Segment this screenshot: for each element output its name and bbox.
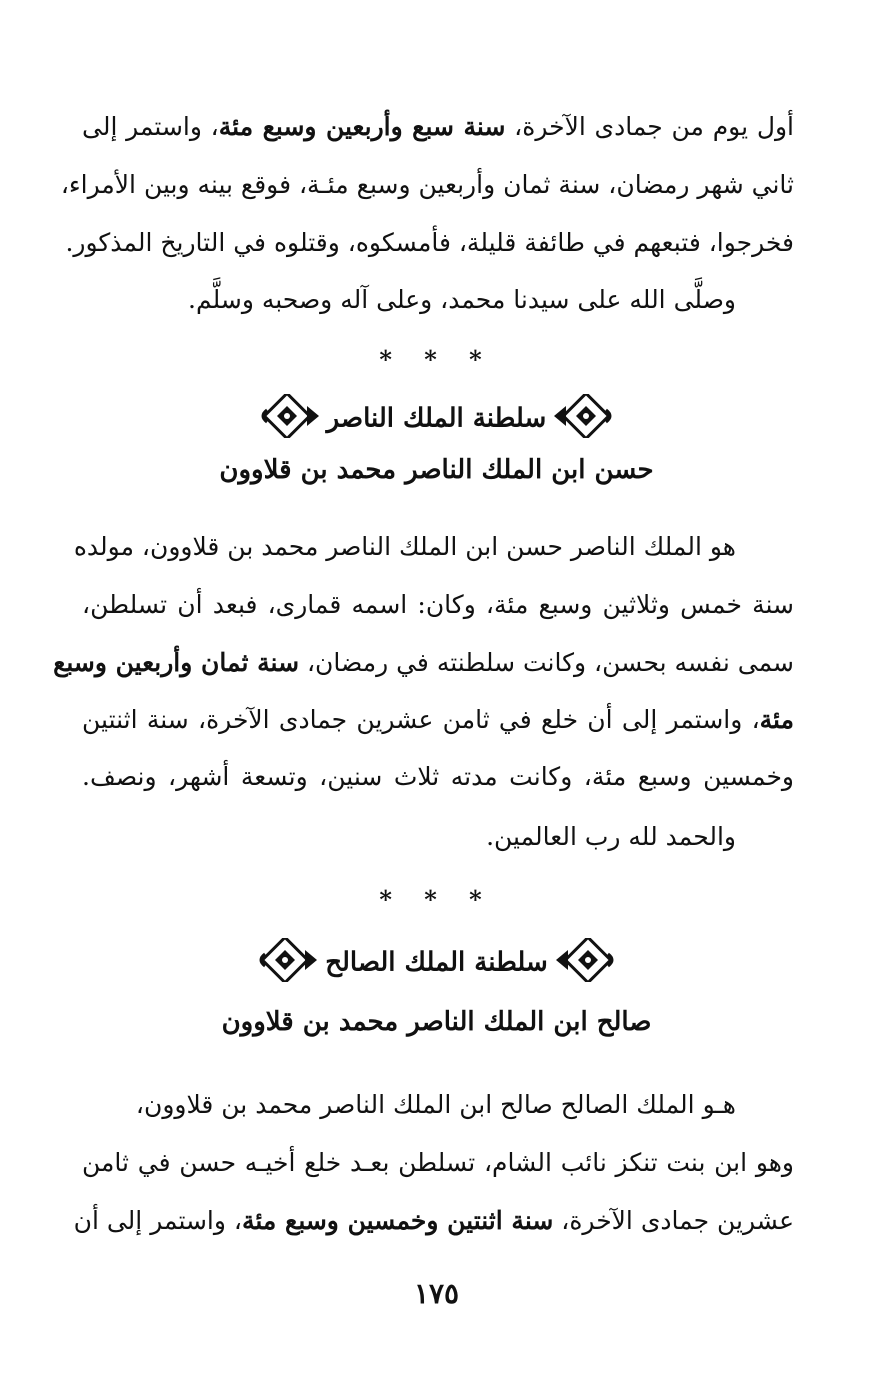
text-segment: ، واستمر إلى أن خلع في ثامن عشرين جمادى الآخرة، سنة اثنتين (82, 705, 760, 734)
text-segment: أول يوم من جمادى الآخرة، (505, 112, 794, 141)
text-line (82, 703, 794, 737)
text-segment: ، واستمر إلى (82, 112, 219, 141)
text-line: هـو الملك الصالح صالح ابن الملك الناصر محمد بن قلاوون، (135, 1090, 736, 1119)
text-line (53, 646, 794, 680)
text-line: والحمد لله رب العالمين. (486, 822, 736, 851)
arabesque-knot-ornament-icon (255, 938, 319, 989)
text-line: ثاني شهر رمضان، سنة ثمان وأربعين وسبع مئـة، فوقع بينه وبين الأمراء، (60, 170, 794, 199)
page-number: ١٧٥ (413, 1277, 460, 1310)
heading-text: سلطنة الملك الصالح (325, 947, 548, 978)
section-heading (0, 938, 873, 989)
section-subheading: حسن ابن الملك الناصر محمد بن قلاوون (219, 455, 654, 485)
text-line: وخمسين وسبع مئة، وكانت مدته ثلاث سنين، وتسعة أشهر، ونصف. (82, 762, 794, 791)
text-segment: ، واستمر إلى أن (73, 1206, 242, 1235)
text-line (73, 1204, 794, 1238)
text-line: وهو ابن بنت تنكز نائب الشام، تسلطن بعـد خلع أخيـه حسن في ثامن (82, 1148, 794, 1177)
arabesque-knot-ornament-icon (554, 938, 618, 989)
text-segment: سمى نفسه بحسن، وكانت سلطنته في رمضان، (299, 648, 794, 677)
bold-date: مئة (759, 705, 794, 734)
section-separator: * * * (379, 345, 494, 374)
arabesque-knot-ornament-icon (552, 394, 616, 445)
bold-date: سنة ثمان وأربعين وسبع (53, 648, 300, 677)
section-heading (0, 394, 873, 445)
text-line: وصلَّى الله على سيدنا محمد، وعلى آله وصحبه وسلَّم. (188, 285, 736, 314)
heading-text: سلطنة الملك الناصر (326, 403, 547, 434)
text-line: فخرجوا، فتبعهم في طائفة قليلة، فأمسكوه، وقتلوه في التاريخ المذكور. (65, 228, 794, 257)
bold-date: سنة سبع وأربعين وسبع مئة (218, 112, 506, 141)
text-line: هو الملك الناصر حسن ابن الملك الناصر محمد بن قلاوون، مولده (73, 532, 736, 561)
section-subheading: صالح ابن الملك الناصر محمد بن قلاوون (221, 1007, 652, 1037)
section-separator: * * * (379, 885, 494, 914)
text-line: سنة خمس وثلاثين وسبع مئة، وكان: اسمه قمارى، فبعد أن تسلطن، (82, 590, 794, 619)
arabesque-knot-ornament-icon (257, 394, 321, 445)
text-line (82, 110, 794, 144)
bold-date: سنة اثنتين وخمسين وسبع مئة (241, 1206, 554, 1235)
text-segment: عشرين جمادى الآخرة، (553, 1206, 794, 1235)
